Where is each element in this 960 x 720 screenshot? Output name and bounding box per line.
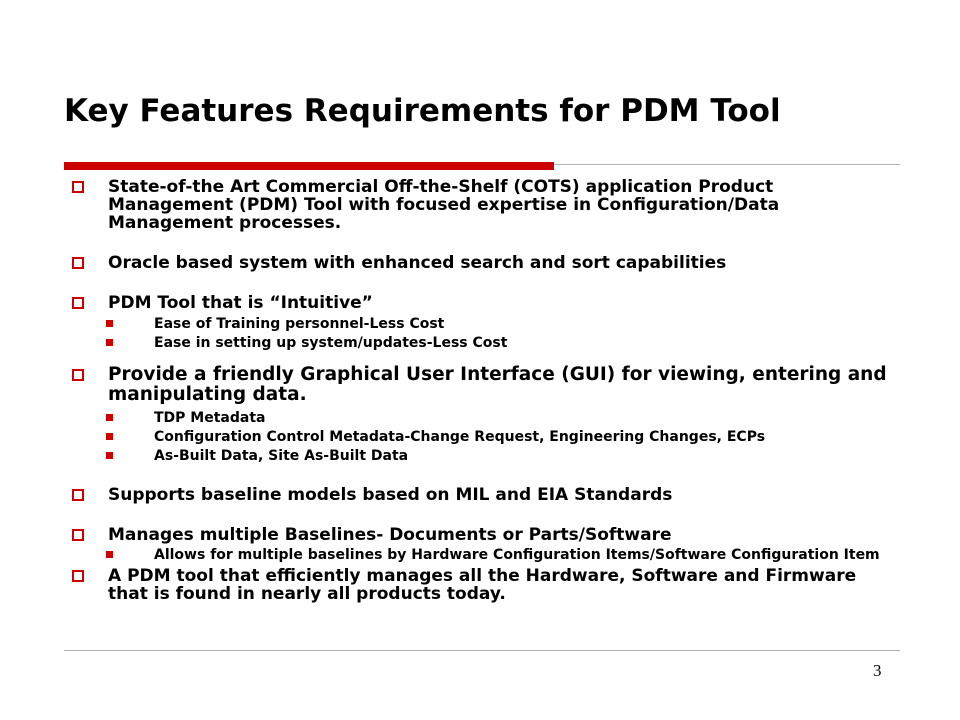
bullet-text: Manages multiple Baselines- Documents or Parts/Software [108, 525, 672, 545]
bullet-text: PDM Tool that is “Intuitive” [108, 293, 373, 313]
bullet-list [70, 178, 900, 603]
title-accent-bar [64, 162, 554, 170]
sub-bullet-item [70, 448, 900, 464]
bullet-item [70, 526, 900, 544]
sub-bullet-text: Allows for multiple baselines by Hardware Configuration Items/Software Configuration Item [154, 547, 880, 563]
filled-square-bullet-icon [106, 551, 113, 558]
sub-bullet-text: As-Built Data, Site As-Built Data [154, 448, 409, 464]
bullet-item [70, 294, 900, 312]
sub-bullet-item [70, 335, 900, 351]
bullet-item [70, 486, 900, 504]
hollow-square-bullet-icon [72, 257, 84, 269]
filled-square-bullet-icon [106, 320, 113, 327]
title-divider-line [554, 164, 900, 165]
hollow-square-bullet-icon [72, 369, 84, 381]
filled-square-bullet-icon [106, 433, 113, 440]
slide-title: Key Features Requirements for PDM Tool [64, 93, 781, 129]
sub-bullet-item [70, 410, 900, 426]
bullet-text: Provide a friendly Graphical User Interface (GUI) for viewing, entering and manipulating data. [108, 364, 887, 405]
hollow-square-bullet-icon [72, 181, 84, 193]
sub-bullet-item [70, 429, 900, 445]
filled-square-bullet-icon [106, 452, 113, 459]
sub-bullet-item [70, 316, 900, 332]
filled-square-bullet-icon [106, 339, 113, 346]
sub-bullet-item [70, 547, 900, 563]
bullet-text: State-of-the Art Commercial Off-the-Shelf (COTS) application Product Management (PDM) Tool with focused expertise in Configuration/Data Management processes. [108, 177, 780, 233]
sub-bullet-text: Ease of Training personnel-Less Cost [154, 316, 445, 332]
page-number: 3 [873, 661, 882, 680]
bullet-item [70, 365, 900, 405]
hollow-square-bullet-icon [72, 489, 84, 501]
bullet-item [70, 178, 900, 232]
bullet-text: A PDM tool that efficiently manages all the Hardware, Software and Firmware that is found in nearly all products today. [108, 566, 857, 604]
hollow-square-bullet-icon [72, 529, 84, 541]
bullet-text: Supports baseline models based on MIL and EIA Standards [108, 485, 673, 505]
bullet-item [70, 567, 900, 603]
sub-bullet-text: TDP Metadata [154, 410, 266, 426]
hollow-square-bullet-icon [72, 297, 84, 309]
sub-bullet-text: Configuration Control Metadata-Change Request, Engineering Changes, ECPs [154, 429, 766, 445]
hollow-square-bullet-icon [72, 570, 84, 582]
bullet-text: Oracle based system with enhanced search and sort capabilities [108, 253, 727, 273]
filled-square-bullet-icon [106, 414, 113, 421]
footer-divider-line [64, 650, 900, 651]
bullet-item [70, 254, 900, 272]
sub-bullet-text: Ease in setting up system/updates-Less Cost [154, 335, 508, 351]
